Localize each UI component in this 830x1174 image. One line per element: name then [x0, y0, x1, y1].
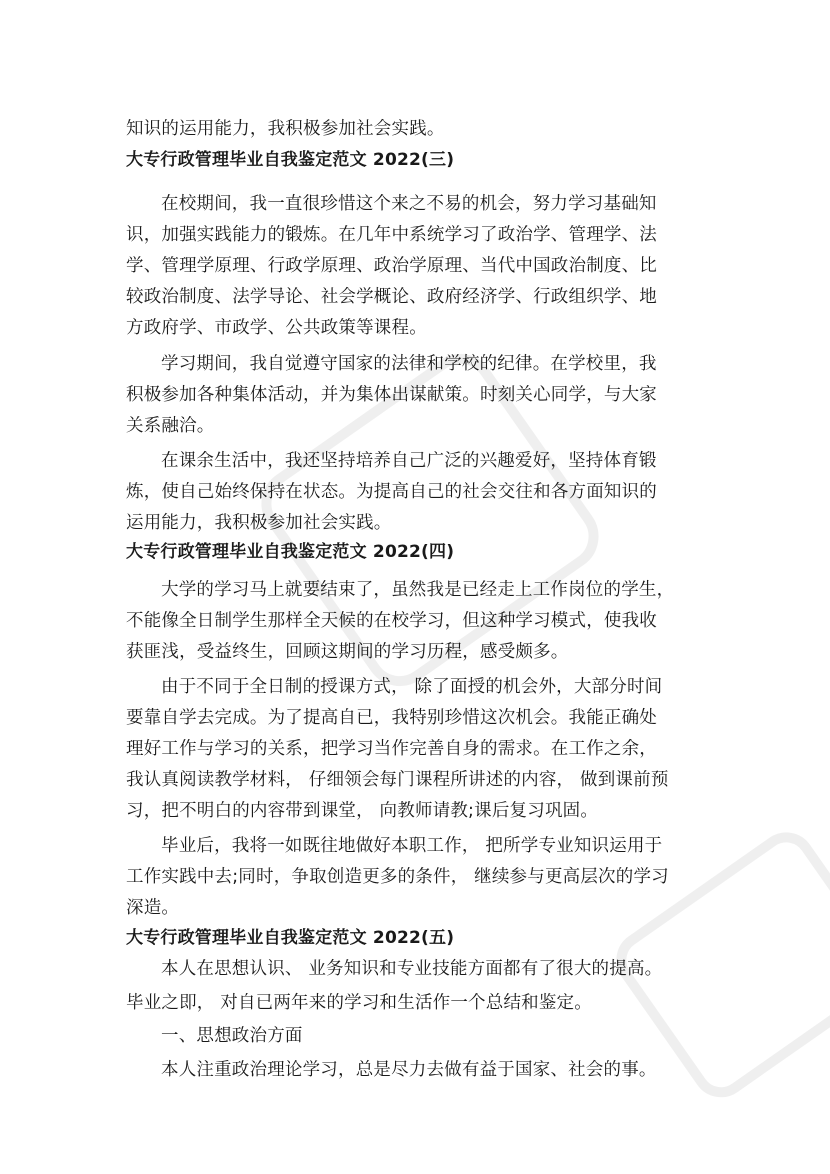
paragraph-line: 方政府学、市政学、公共政策等课程。: [126, 317, 427, 338]
paragraph-line: 要靠自学去完成。为了提高自已，我特别珍惜这次机会。我能正确处: [126, 707, 657, 728]
paragraph-line: 知识的运用能力，我积极参加社会实践。: [126, 118, 445, 139]
paragraph-line: 运用能力，我积极参加社会实践。: [126, 512, 392, 533]
paragraph-line: 深造。: [126, 897, 180, 918]
paragraph-line: 炼，使自己始终保持在状态。为提高自己的社会交往和各方面知识的: [126, 481, 657, 502]
paragraph-line: 获匪浅，受益终生，回顾这期间的学习历程，感受颇多。: [126, 641, 569, 662]
paragraph-line: 学、管理学原理、行政学原理、政治学原理、当代中国政治制度、比: [126, 255, 657, 276]
paragraph-line: 本人注重政治理论学习，总是尽力去做有益于国家、社会的事。: [161, 1059, 657, 1080]
section-heading: 大专行政管理毕业自我鉴定范文 2022(三): [126, 150, 455, 170]
paragraph-line: 工作实践中去;同时，争取创造更多的条件， 继续参与更高层次的学习: [126, 866, 669, 887]
paragraph-line: 毕业后，我将一如既往地做好本职工作， 把所学专业知识运用于: [161, 835, 663, 856]
paragraph-line: 我认真阅读教学材料， 仔细领会每门课程所讲述的内容， 做到课前预: [126, 769, 669, 790]
paragraph-line: 不能像全日制学生那样全天候的在校学习，但这种学习模式，使我收: [126, 610, 657, 631]
paragraph-line: 一、思想政治方面: [161, 1025, 303, 1046]
paragraph-line: 由于不同于全日制的授课方式， 除了面授的机会外，大部分时间: [161, 676, 663, 697]
paragraph-line: 较政治制度、法学导论、社会学概论、政府经济学、行政组织学、地: [126, 286, 657, 307]
paragraph-line: 关系融洽。: [126, 415, 215, 436]
paragraph-line: 在课余生活中，我还坚持培养自己广泛的兴趣爱好，坚持体育锻: [161, 450, 657, 471]
paragraph-line: 识，加强实践能力的锻炼。在几年中系统学习了政治学、管理学、法: [126, 224, 657, 245]
paragraph-line: 习，把不明白的内容带到课堂， 向教师请教;课后复习巩固。: [126, 800, 599, 821]
section-heading: 大专行政管理毕业自我鉴定范文 2022(四): [126, 542, 455, 562]
paragraph-line: 学习期间，我自觉遵守国家的法律和学校的纪律。在学校里，我: [161, 353, 657, 374]
paragraph-line: 本人在思想认识、 业务知识和专业技能方面都有了很大的提高。: [161, 958, 663, 979]
section-heading: 大专行政管理毕业自我鉴定范文 2022(五): [126, 928, 455, 948]
paragraph-line: 毕业之即， 对自已两年来的学习和生活作一个总结和鉴定。: [126, 992, 592, 1013]
paragraph-line: 在校期间，我一直很珍惜这个来之不易的机会，努力学习基础知: [161, 193, 657, 214]
paragraph-line: 大学的学习马上就要结束了，虽然我是已经走上工作岗位的学生，: [161, 579, 675, 600]
paragraph-line: 理好工作与学习的关系，把学习当作完善自身的需求。在工作之余，: [126, 738, 657, 759]
paragraph-line: 积极参加各种集体活动，并为集体出谋献策。时刻关心同学，与大家: [126, 384, 657, 405]
